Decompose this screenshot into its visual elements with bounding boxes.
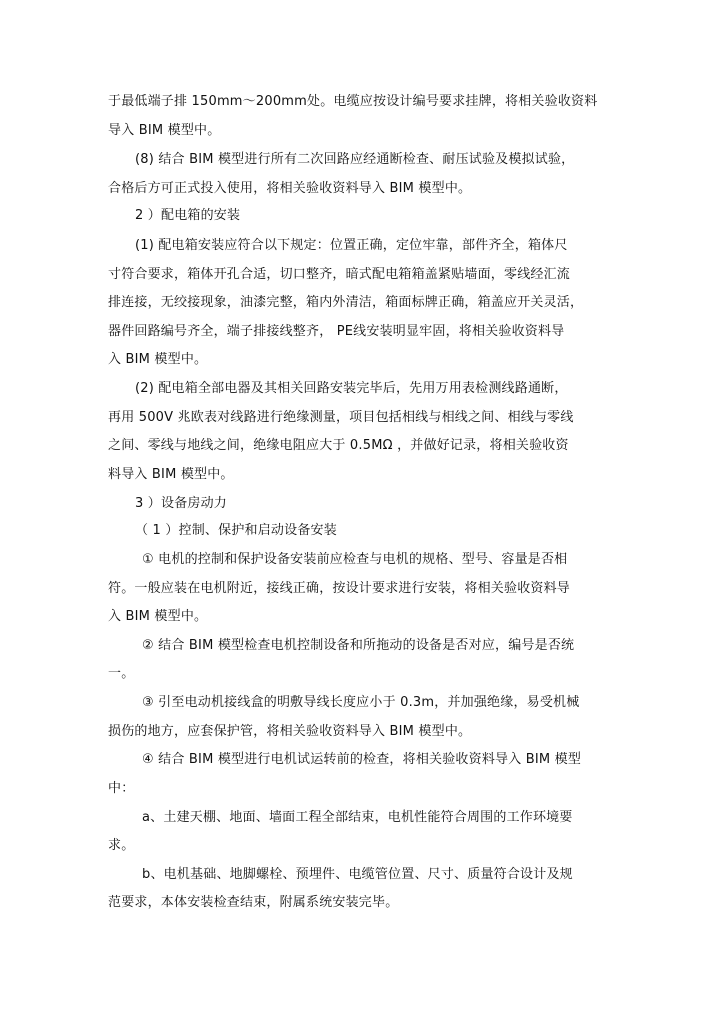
text-line: 器件回路编号齐全，端子排接线整齐， PE线安装明显牢固，将相关验收资料导 [108,324,565,339]
text-line: ③ 引至电动机接线盒的明敷导线长度应小于 0.3m，并加强绝缘，易受机械 [142,695,580,710]
text-line: ② 结合 BIM 模型检查电机控制设备和所拖动的设备是否对应，编号是否统 [142,638,575,653]
text-line: 求。 [108,838,135,853]
text-line: 入 BIM 模型中。 [108,609,208,624]
section-heading: 3 ）设备房动力 [135,496,228,511]
text-line: 范要求，本体安装检查结束，附属系统安装完毕。 [108,895,399,910]
text-line: 再用 500V 兆欧表对线路进行绝缘测量，项目包括相线与相线之间、相线与零线 [108,410,574,425]
text-line: 寸符合要求，箱体开孔合适，切口整齐，暗式配电箱箱盖紧贴墙面，零线经汇流 [108,267,571,282]
section-heading: 2 ）配电箱的安装 [135,208,241,223]
text-line: ① 电机的控制和保护设备安装前应检查与电机的规格、型号、容量是否相 [142,552,568,567]
text-line: (2) 配电箱全部电器及其相关回路安装完毕后，先用万用表检测线路通断， [135,381,568,396]
text-line: 料导入 BIM 模型中。 [108,467,234,482]
text-line: 合格后方可正式投入使用，将相关验收资料导入 BIM 模型中。 [108,181,472,196]
text-line: 之间、零线与地线之间，绝缘电阻应大于 0.5MΩ ，并做好记录，将相关验收资 [108,438,569,453]
text-line: 一。 [108,666,135,681]
text-line: 损伤的地方，应套保护管，将相关验收资料导入 BIM 模型中。 [108,724,472,739]
text-line: ④ 结合 BIM 模型进行电机试运转前的检查，将相关验收资料导入 BIM 模型 [142,752,582,767]
text-line: 中： [108,781,135,796]
text-line: a、土建天棚、地面、墙面工程全部结束，电机性能符合周围的工作环境要 [142,810,573,825]
text-line: b、电机基础、地脚螺栓、预埋件、电缆管位置、尺寸、质量符合设计及规 [142,867,573,882]
text-line: 排连接，无绞接现象，油漆完整，箱内外清洁，箱面标牌正确，箱盖应开关灵活， [108,295,584,310]
text-line: (1) 配电箱安装应符合以下规定：位置正确，定位牢靠，部件齐全，箱体尺 [135,238,568,253]
text-line: 入 BIM 模型中。 [108,352,208,367]
text-line: 于最低端子排 150mm～200mm处。电缆应按设计编号要求挂牌，将相关验收资料 [108,94,598,109]
text-line: 符。一般应装在电机附近，接线正确，按设计要求进行安装，将相关验收资料导 [108,581,571,596]
subsection-heading: （ 1 ）控制、保护和启动设备安装 [135,523,337,538]
text-line: 导入 BIM 模型中。 [108,123,221,138]
text-line: (8) 结合 BIM 模型进行所有二次回路应经通断检查、耐压试验及模拟试验， [135,152,575,167]
